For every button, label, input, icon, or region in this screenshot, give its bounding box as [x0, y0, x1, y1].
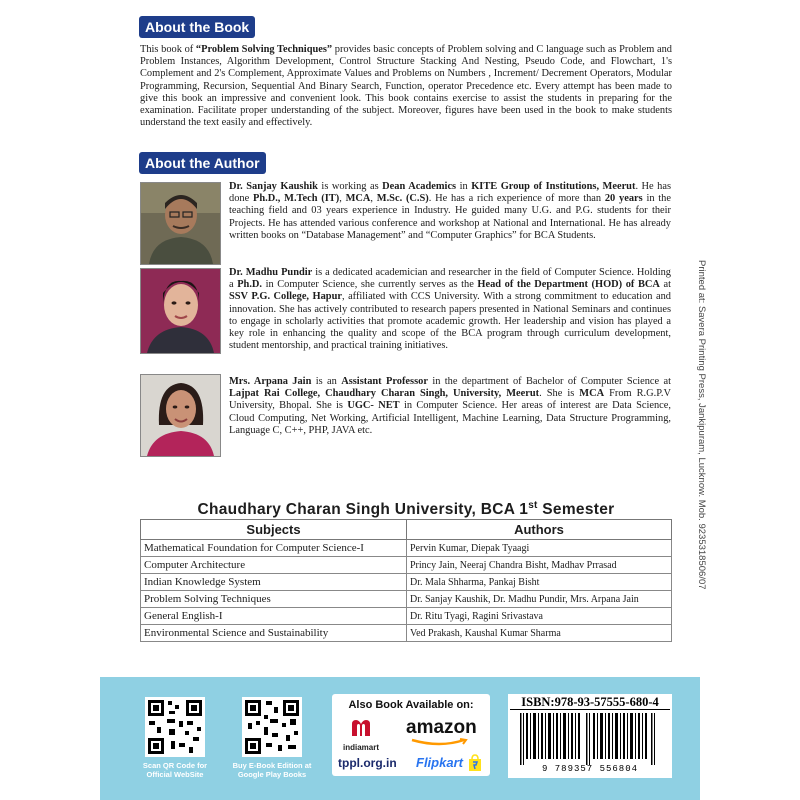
about-book-text: This book of “Problem Solving Techniques” provides basic concepts of Problem solving and C language such as Problem and Problem Instances, Algorithm Development, Control Structure Stacking And Nesting, Pseudo Code, and Flowchart, 1's Complement and 2's Complement, Approximate Values and Problems on Numbers , Increment/ Decrement Operators, Modular Programming, Recursion, Sequential And Binary Search, Function, operator Precedence etc. Every attempt has been made to give this book an impressive and convenient look. This book contains exercise to assist the students in preparing for the examination. Facilitate proper understanding of the subject. Moreover, figures have been used in the book to make students understand the text easily and effectively.: [140, 44, 673, 129]
author-bio-sanjay-kaushik: Dr. Sanjay Kaushik is working as Dean Academics in KITE Group of Institutions, Meerut. He has done Ph.D., M.Tech (IT), MCA, M.Sc. (C.S). He has a rich experience of more than 20 years in the teaching field and 03 years experience in Industry. He guided many U.G. and P.G. students for their Projects. He has attended various conference and workshop at National and International. He has already written books on “Database Management” and “Computer Graphics” for BCA Students.: [229, 181, 672, 241]
authors-cell: Dr. Sanjay Kaushik, Dr. Madhu Pundir, Mrs. Arpana Jain: [407, 591, 672, 608]
subject-cell: Indian Knowledge System: [141, 574, 407, 591]
table-row: [141, 591, 672, 608]
author-bio-madhu-pundir: Dr. Madhu Pundir is a dedicated academician and researcher in the field of Computer Science. Holding a Ph.D. in Computer Science, she currently serves as the Head of the Department (HOD) of BCA at SSV P.G. College, Hapur, affiliated with CCS University. With a strong commitment to education and innovation. She has actively contributed to research papers presented in National Seminars and continues to engage in scholarly activities that promote academic growth. Her leadership and vision has played a key role in enhancing the quality and scope of the BCA program through curriculum development, student mentorship, and practical training initiatives.: [229, 267, 671, 352]
subject-cell: Computer Architecture: [141, 557, 407, 574]
table-row: [141, 608, 672, 625]
table-row: [141, 557, 672, 574]
subjects-table: [140, 519, 672, 642]
university-title: Chaudhary Charan Singh University, BCA 1st Semester: [197, 500, 615, 519]
table-row: [141, 540, 672, 557]
author-bio-arpana-jain: Mrs. Arpana Jain is an Assistant Professor in the department of Bachelor of Computer Science at Lajpat Rai College, Chaudhary Charan Singh, University, Meerut. She is MCA From R.G.P.V University, Bhopal. She is UGC- NET in Computer Science. Her areas of interest are Data Science, Cloud Computing, Net Working, Artificial Intelligent, Machine Learning, Data Structure Programming, Language C, C++, PHP, JAVA etc.: [229, 376, 672, 436]
table-row: [141, 625, 672, 642]
barcode-number: 9 789357 556804: [541, 764, 638, 774]
qr-code-website[interactable]: [145, 697, 205, 757]
subject-cell: General English-I: [141, 608, 407, 625]
footer-band: [100, 677, 700, 800]
qr-website-caption: Scan QR Code for Official WebSite: [142, 761, 208, 779]
amazon-label: amazon: [406, 717, 477, 738]
indiamart-label: indiamart: [342, 743, 379, 752]
isbn-box: [508, 694, 672, 778]
qr-code-icon: [242, 697, 302, 757]
subject-cell: Environmental Science and Sustainability: [141, 625, 407, 642]
author-photo-arpana-jain: [140, 374, 221, 457]
flipkart-bag-icon: [468, 754, 482, 772]
authors-cell: Dr. Ritu Tyagi, Ragini Srivastava: [407, 608, 672, 625]
availability-box: [332, 694, 490, 776]
printer-note: Printed at: Savera Printing Press, Jankipuram, Lucknow. Mob. 9235318506/07: [696, 260, 707, 590]
tppl-website-label[interactable]: tppl.org.in: [338, 756, 397, 770]
flipkart-logo[interactable]: [416, 754, 486, 774]
authors-header: Authors: [407, 520, 672, 540]
subject-cell: Mathematical Foundation for Computer Science-I: [141, 540, 407, 557]
indiamart-icon: [349, 718, 373, 738]
author-photo-madhu-pundir: [140, 268, 221, 354]
amazon-smile-icon: [410, 738, 470, 746]
subject-cell: Problem Solving Techniques: [141, 591, 407, 608]
table-header-row: [141, 520, 672, 540]
qr-code-ebook[interactable]: [242, 697, 302, 757]
author-photo-sanjay-kaushik: [140, 182, 221, 265]
barcode-icon: [516, 713, 666, 765]
authors-cell: Ved Prakash, Kaushal Kumar Sharma: [407, 625, 672, 642]
subjects-header: Subjects: [141, 520, 407, 540]
flipkart-label: Flipkart: [416, 755, 463, 770]
isbn-label: ISBN:978-93-57555-680-4: [510, 695, 670, 710]
authors-cell: Pervin Kumar, Diepak Tyaagi: [407, 540, 672, 557]
qr-code-icon: [145, 697, 205, 757]
indiamart-logo[interactable]: [340, 718, 382, 752]
table-row: [141, 574, 672, 591]
about-author-heading: About the Author: [139, 152, 266, 174]
authors-cell: Dr. Mala Shharma, Pankaj Bisht: [407, 574, 672, 591]
authors-cell: Princy Jain, Neeraj Chandra Bisht, Madhav Prrasad: [407, 557, 672, 574]
about-book-heading: About the Book: [139, 16, 255, 38]
amazon-logo[interactable]: [406, 718, 486, 750]
availability-title: Also Book Available on:: [348, 699, 474, 711]
qr-ebook-caption: Buy E-Book Edition at Google Play Books: [232, 761, 312, 779]
